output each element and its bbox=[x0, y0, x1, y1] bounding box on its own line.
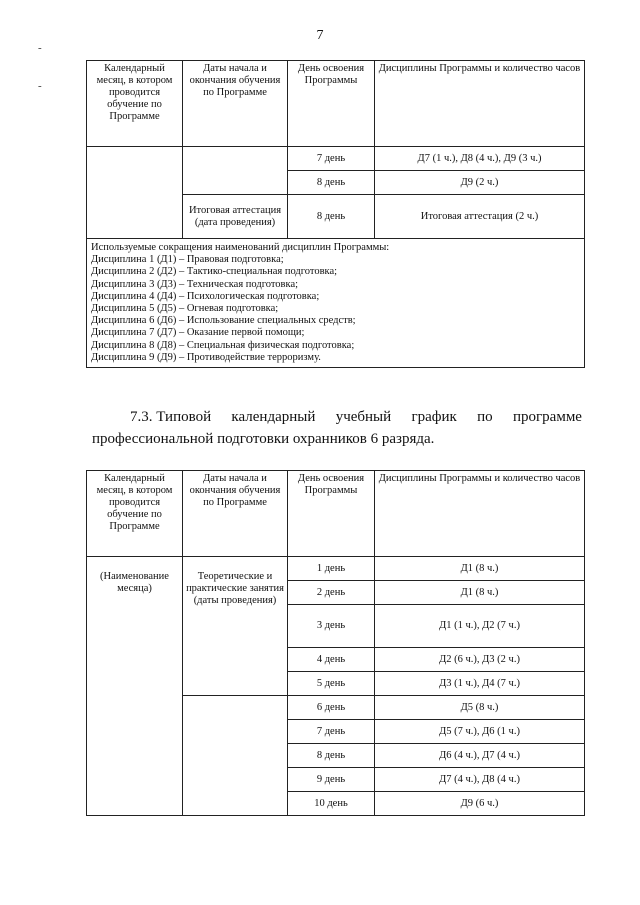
disciplines-cell: Д3 (1 ч.), Д4 (7 ч.) bbox=[375, 672, 585, 696]
disciplines-cell: Д5 (8 ч.) bbox=[375, 696, 585, 720]
heading-word: календарный bbox=[231, 409, 316, 425]
disciplines-cell: Д7 (4 ч.), Д8 (4 ч.) bbox=[375, 768, 585, 792]
day-cell: 3 день bbox=[288, 605, 375, 648]
note-line: Дисциплина 4 (Д4) – Психологическая подготовка; bbox=[91, 290, 320, 302]
dates-cell: Теоретические и практические занятия (даты проведения) bbox=[183, 557, 288, 696]
disciplines-cell: Д6 (4 ч.), Д7 (4 ч.) bbox=[375, 744, 585, 768]
header-dates: Даты начала и окончания обучения по Программе bbox=[183, 61, 288, 147]
note-line: Дисциплина 7 (Д7) – Оказание первой помощи; bbox=[91, 327, 305, 339]
note-line: Дисциплина 6 (Д6) – Использование специальных средств; bbox=[91, 315, 356, 327]
margin-mark: - bbox=[38, 80, 42, 92]
day-cell: 7 день bbox=[288, 720, 375, 744]
header-day: День освоения Программы bbox=[288, 471, 375, 557]
note-line: Дисциплина 9 (Д9) – Противодействие терроризму. bbox=[91, 351, 321, 363]
disciplines-cell: Д1 (1 ч.), Д2 (7 ч.) bbox=[375, 605, 585, 648]
disciplines-cell: Д2 (6 ч.), Д3 (2 ч.) bbox=[375, 648, 585, 672]
day-cell: 4 день bbox=[288, 648, 375, 672]
month-cell: (Наименование месяца) bbox=[87, 557, 183, 816]
heading-word: 7.3. Типовой bbox=[130, 409, 212, 425]
schedule-table-continued bbox=[86, 60, 585, 368]
header-disciplines: Дисциплины Программы и количество часов bbox=[375, 61, 585, 147]
abbreviations-note bbox=[87, 239, 585, 368]
disciplines-cell: Д5 (7 ч.), Д6 (1 ч.) bbox=[375, 720, 585, 744]
note-line: Дисциплина 8 (Д8) – Специальная физическая подготовка; bbox=[91, 339, 355, 351]
heading-word: учебный bbox=[335, 409, 392, 425]
day-cell: 10 день bbox=[288, 792, 375, 816]
header-dates: Даты начала и окончания обучения по Программе bbox=[183, 471, 288, 557]
disciplines-cell: Итоговая аттестация (2 ч.) bbox=[375, 195, 585, 239]
schedule-table-6th-grade bbox=[86, 470, 585, 816]
disciplines-cell: Д7 (1 ч.), Д8 (4 ч.), Д9 (3 ч.) bbox=[375, 147, 585, 171]
day-cell: 6 день bbox=[288, 696, 375, 720]
note-line: Используемые сокращения наименований дисциплин Программы: bbox=[91, 242, 390, 253]
disciplines-cell: Д1 (8 ч.) bbox=[375, 557, 585, 581]
dates-cell bbox=[183, 147, 288, 195]
disciplines-cell: Д1 (8 ч.) bbox=[375, 581, 585, 605]
heading-line: профессиональной подготовки охранников 6 разряда. bbox=[92, 431, 435, 447]
day-cell: 9 день bbox=[288, 768, 375, 792]
header-month: Календарный месяц, в котором проводится обучение по Программе bbox=[87, 61, 183, 147]
day-cell: 2 день bbox=[288, 581, 375, 605]
margin-mark: - bbox=[38, 42, 42, 54]
day-cell: 7 день bbox=[288, 147, 375, 171]
day-cell: 8 день bbox=[288, 744, 375, 768]
final-attestation-label: Итоговая аттестация (дата проведения) bbox=[183, 195, 288, 239]
heading-word: по bbox=[477, 409, 493, 425]
disciplines-cell: Д9 (2 ч.) bbox=[375, 171, 585, 195]
month-cell bbox=[87, 147, 183, 239]
note-line: Дисциплина 2 (Д2) – Тактико-специальная подготовка; bbox=[91, 266, 338, 278]
note-line: Дисциплина 1 (Д1) – Правовая подготовка; bbox=[91, 254, 284, 266]
day-cell: 5 день bbox=[288, 672, 375, 696]
section-heading bbox=[92, 406, 582, 450]
heading-word: график bbox=[411, 409, 457, 425]
day-cell: 8 день bbox=[288, 171, 375, 195]
header-disciplines: Дисциплины Программы и количество часов bbox=[375, 471, 585, 557]
note-line: Дисциплина 3 (Д3) – Техническая подготовка; bbox=[91, 278, 299, 290]
dates-cell bbox=[183, 696, 288, 816]
page-number: 7 bbox=[316, 28, 324, 43]
note-line: Дисциплина 5 (Д5) – Огневая подготовка; bbox=[91, 303, 279, 315]
disciplines-cell: Д9 (6 ч.) bbox=[375, 792, 585, 816]
header-month: Календарный месяц, в котором проводится обучение по Программе bbox=[87, 471, 183, 557]
day-cell: 1 день bbox=[288, 557, 375, 581]
heading-word: программе bbox=[512, 409, 582, 425]
day-cell: 8 день bbox=[288, 195, 375, 239]
header-day: День освоения Программы bbox=[288, 61, 375, 147]
